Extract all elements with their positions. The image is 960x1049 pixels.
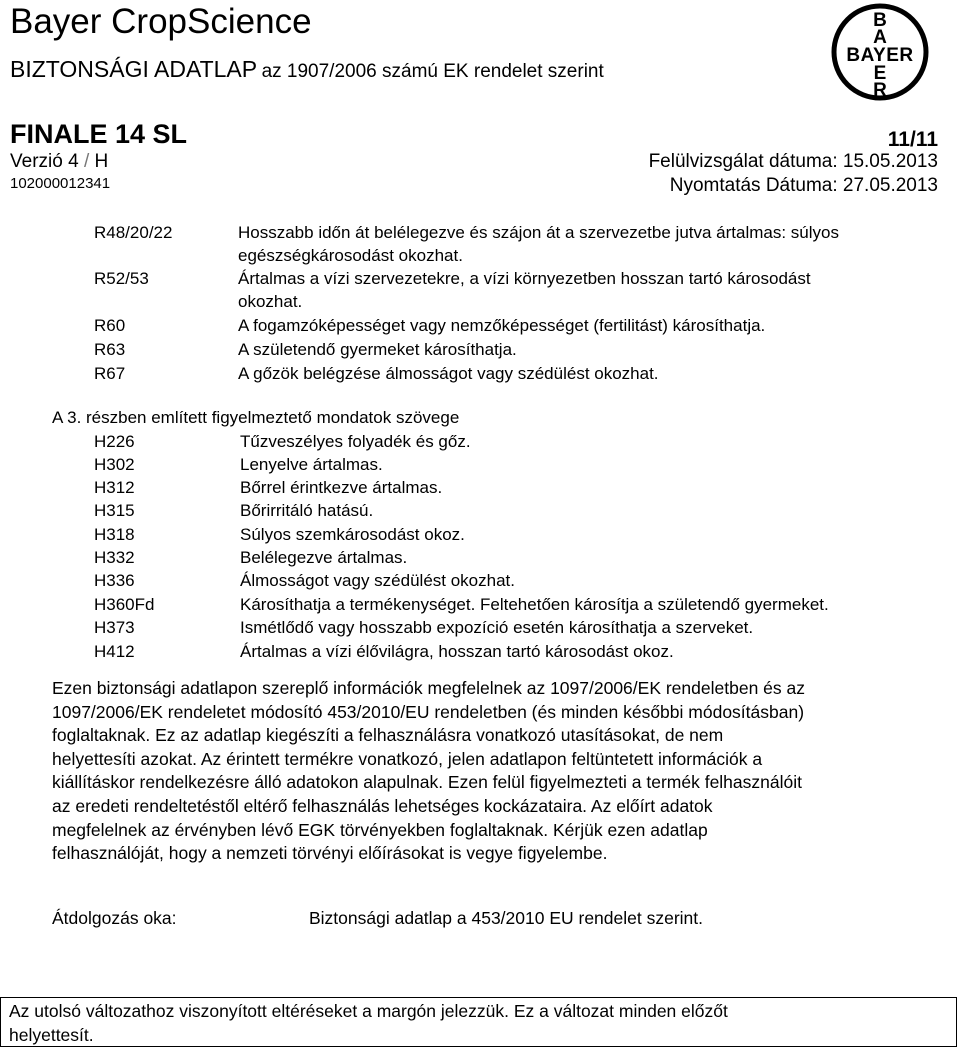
r-phrase-text: egészségkárosodást okozhat. [238, 246, 463, 265]
logo-letter-b: B [873, 10, 887, 31]
h-text: Lenyelve ártalmas. [240, 455, 383, 474]
company-name: Bayer CropScience [10, 2, 312, 41]
logo-letter-a: A [873, 27, 887, 48]
paragraph-line: megfelelnek az érvényben lévő EGK törvényekben foglaltaknak. Kérjük ezen adatlap [52, 819, 708, 840]
logo-letter-e: E [873, 63, 887, 84]
version-line [10, 150, 108, 174]
r-phrase-text: A gőzök belégzése álmosságot vagy szédülést okozhat. [238, 364, 659, 383]
h-text: Ismétlődő vagy hosszabb expozíció esetén károsíthatja a szerveket. [240, 618, 754, 637]
h-code: H332 [94, 548, 135, 567]
h-code: H315 [94, 501, 135, 520]
h-code: H318 [94, 525, 135, 544]
paragraph-line: foglaltaknak. Ez az adatlap kiegészíti a felhasználásra vonatkozó utasításokat, de nem [52, 725, 724, 746]
page-number: 11/11 [887, 128, 938, 151]
h-text: Bőrrel érintkezve ártalmas. [240, 478, 443, 497]
paragraph-line: kiállításkor rendelkezésre álló adatokon alapulnak. Ezen felül figyelmezteti a termék felhasználóit [52, 772, 802, 793]
revision-reason-value: Biztonsági adatlap a 453/2010 EU rendelet szerint. [309, 908, 704, 928]
h-code: H373 [94, 618, 135, 637]
footer-note-line: helyettesít. [9, 1024, 94, 1045]
print-date: Nyomtatás Dátuma: 27.05.2013 [669, 175, 938, 196]
footer-note-line: Az utolsó változathoz viszonyított eltéréseket a margón jelezzük. Ez a változat minden előzőt [9, 1001, 728, 1021]
h-text: Álmosságot vagy szédülést okozhat. [240, 571, 515, 590]
version-number: 4 [68, 151, 79, 172]
r-phrase-code: R63 [94, 340, 126, 359]
revision-reason-label: Átdolgozás oka: [52, 908, 177, 928]
paragraph-line: felhasználóját, hogy a nemzeti törvényi előírásokat is vegye figyelembe. [52, 843, 608, 864]
r-phrase-text: Hosszabb időn át belélegezve és szájon át a szervezetbe jutva ártalmas: súlyos [238, 223, 839, 242]
r-phrase-code: R67 [94, 364, 126, 383]
h-code: H226 [94, 432, 135, 451]
h-text: Tűzveszélyes folyadék és gőz. [240, 432, 471, 451]
document-title: BIZTONSÁGI ADATLAP [10, 56, 258, 82]
r-phrase-code: R52/53 [94, 269, 149, 288]
paragraph-line: 1097/2006/EK rendeletet módosító 453/2010/EU rendeletben (és minden későbbi módosításban) [52, 701, 805, 722]
r-phrase-text: Ártalmas a vízi szervezetekre, a vízi környezetben hosszan tartó károsodást [238, 269, 811, 288]
paragraph-line: Ezen biztonsági adatlapon szereplő információk megfelelnek az 1097/2006/EK rendeletben és az [52, 678, 805, 698]
version-suffix: H [94, 151, 109, 172]
document-regulation: az 1907/2006 számú EK rendelet szerint [261, 61, 604, 82]
h-text: Belélegezve ártalmas. [240, 548, 408, 567]
product-name: FINALE 14 SL [10, 119, 188, 149]
bayer-cross-logo [830, 2, 930, 102]
logo-letter-r: R [873, 80, 887, 101]
document-title-line [10, 55, 604, 87]
logo-bayer-word: BAYER [846, 45, 914, 66]
h-code: H412 [94, 642, 135, 661]
info-paragraph [52, 677, 932, 866]
version-label: Verzió [10, 151, 63, 172]
footer-note-text [9, 1000, 909, 1047]
h-text: Súlyos szemkárosodást okoz. [240, 525, 465, 544]
h-section-title: A 3. részben említett figyelmeztető mondatok szövege [52, 408, 460, 427]
r-phrase-text: A születendő gyermeket károsíthatja. [238, 340, 517, 359]
r-phrase-code: R48/20/22 [94, 223, 173, 242]
h-code: H302 [94, 455, 135, 474]
h-code: H360Fd [94, 595, 155, 614]
footer-note-box [0, 997, 957, 1047]
r-phrase-text: A fogamzóképességet vagy nemzőképességet (fertilitást) károsíthatja. [238, 316, 766, 335]
version-separator: / [83, 151, 90, 172]
review-date: Felülvizsgálat dátuma: 15.05.2013 [648, 151, 938, 172]
h-text: Ártalmas a vízi élővilágra, hosszan tartó károsodást okoz. [240, 642, 674, 661]
paragraph-line: az eredeti rendeltetéstől eltérő felhasználás lehetséges kockázataira. Az előírt adatok [52, 795, 713, 816]
h-text: Bőrirritáló hatású. [240, 501, 374, 520]
h-code: H336 [94, 571, 135, 590]
paragraph-line: helyettesíti azokat. Az érintett termékre vonatkozó, jelen adatlapon feltüntetett információk a [52, 748, 763, 769]
r-phrase-code: R60 [94, 316, 126, 335]
h-code: H312 [94, 478, 135, 497]
material-number: 102000012341 [10, 175, 111, 192]
h-text: Károsíthatja a termékenységet. Feltehetően károsítja a születendő gyermeket. [240, 595, 829, 614]
r-phrase-text: okozhat. [238, 292, 303, 311]
